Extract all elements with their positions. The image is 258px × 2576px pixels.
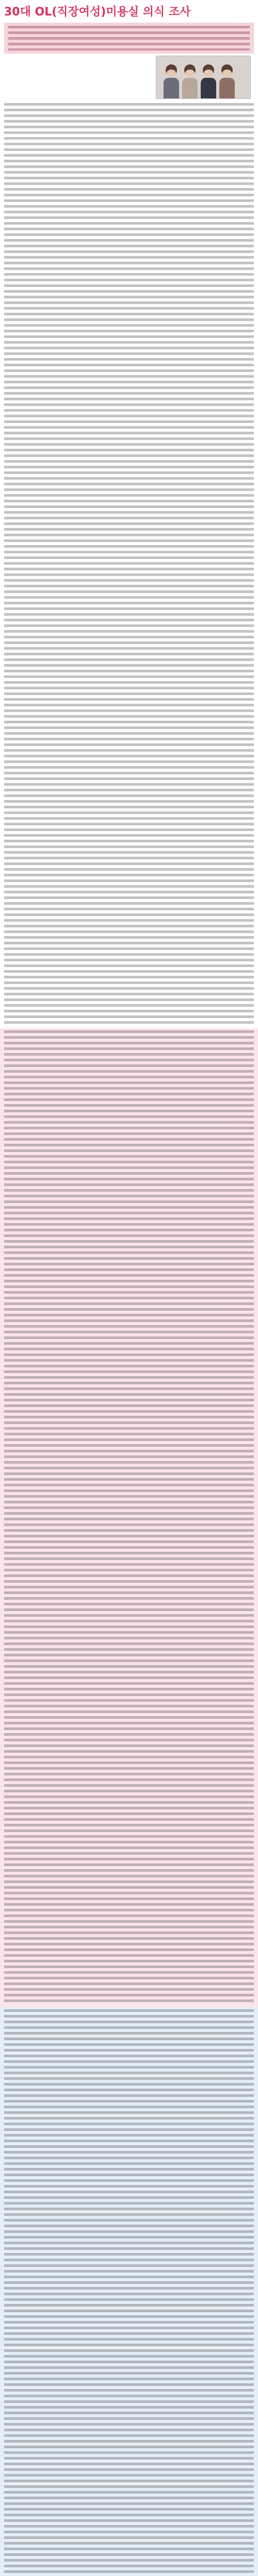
interview-text-lines [4,103,254,1026]
interview-section-3 [0,2007,258,2576]
group-photo [156,56,251,99]
photo-person [201,64,216,98]
interview-section-2 [0,1028,258,2007]
page-title: 30대 OL(직장여성)미용실 의식 조사 [4,6,191,19]
photo-person [219,64,235,98]
photo-person [182,64,198,98]
interview-section-1 [0,101,258,1028]
intro-text-lines [8,26,250,50]
interview-text-lines [4,1030,254,2005]
photo-person [164,64,179,98]
intro-box [4,23,254,54]
interview-text-lines [4,2009,254,2576]
